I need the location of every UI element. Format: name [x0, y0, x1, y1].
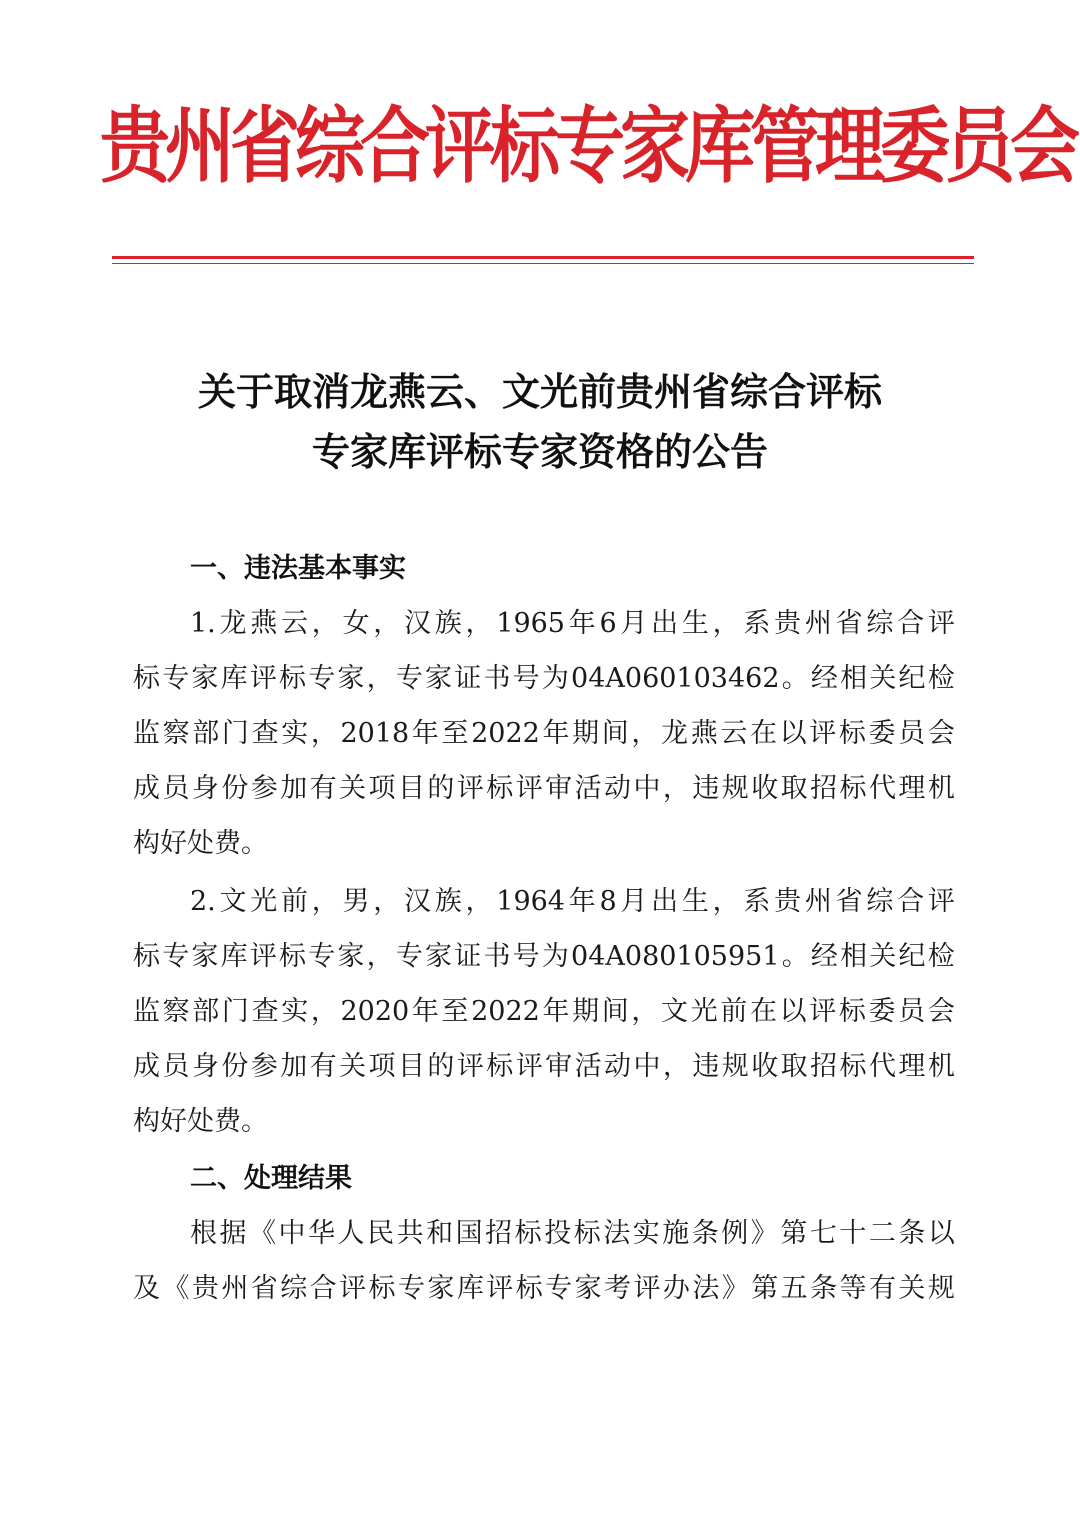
- item-2-line-3: 监 察 部 门 查 实 ， 2020 年 至 2022 年 期 间 ， 文 光 前 在 以 评 标 委 员 会: [133, 996, 955, 1027]
- item-1-line-2: 标 专 家 库 评 标 专 家 ， 专 家 证 书 号 为 04A060103462 。 经 相 关 纪 检: [133, 663, 955, 694]
- item-1-line-3: 监 察 部 门 查 实 ， 2018 年 至 2022 年 期 间 ， 龙 燕 云 在 以 评 标 委 员 会: [133, 718, 955, 749]
- document-title-line-2: 专家库评标专家资格的公告: [311, 430, 768, 474]
- masthead-rule-thin: [112, 263, 974, 264]
- item-1-line-4: 成 员 身 份 参 加 有 关 项 目 的 评 标 评 审 活 动 中 ， 违 规 收 取 招 标 代 理 机: [133, 773, 955, 804]
- document-title-line-1: 关于取消龙燕云、文光前贵州省综合评标: [197, 370, 882, 414]
- section-2-heading: 二、处理结果: [190, 1163, 352, 1194]
- item-1-line-1: 1. 龙 燕 云 ， 女 ， 汉 族 ， 1965 年 6 月 出 生 ， 系 贵 州 省 综 合 评: [190, 608, 955, 639]
- section-2-line-2: 及 《 贵 州 省 综 合 评 标 专 家 库 评 标 专 家 考 评 办 法 》 第 五 条 等 有 关 规: [133, 1273, 955, 1304]
- section-1-heading: 一、违法基本事实: [190, 553, 406, 584]
- item-1-line-5: 构好处费。: [133, 828, 268, 859]
- item-2-line-4: 成 员 身 份 参 加 有 关 项 目 的 评 标 评 审 活 动 中 ， 违 规 收 取 招 标 代 理 机: [133, 1051, 955, 1082]
- masthead-rule-thick: [112, 256, 974, 259]
- masthead: 贵州省综合评标专家库管理委员会: [100, 96, 1075, 195]
- item-2-line-5: 构好处费。: [133, 1106, 268, 1137]
- item-2-line-1: 2. 文 光 前 ， 男 ， 汉 族 ， 1964 年 8 月 出 生 ， 系 贵 州 省 综 合 评: [190, 886, 955, 917]
- item-2-line-2: 标 专 家 库 评 标 专 家 ， 专 家 证 书 号 为 04A080105951 。 经 相 关 纪 检: [133, 941, 955, 972]
- section-2-line-1: 根 据 《 中 华 人 民 共 和 国 招 标 投 标 法 实 施 条 例 》 第 七 十 二 条 以: [190, 1218, 955, 1249]
